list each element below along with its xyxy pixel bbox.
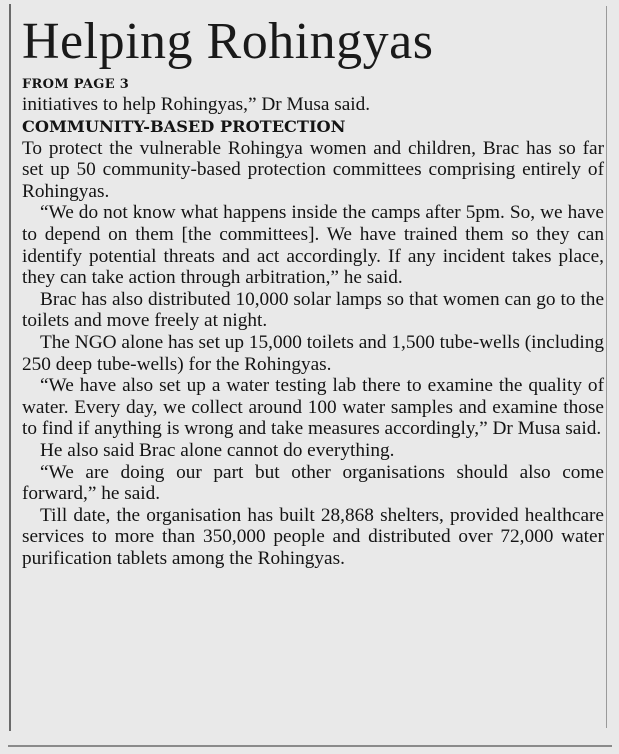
left-column-rule <box>9 4 11 731</box>
right-column-rule <box>606 6 607 728</box>
paragraph: To protect the vulnerable Rohingya women and children, Brac has so far set up 50 community-based protection committees comprising entirely of Rohingyas. <box>22 137 604 202</box>
paragraph: “We are doing our part but other organisations should also come forward,” he said. <box>22 461 604 505</box>
bottom-rule <box>8 745 612 747</box>
headline: Helping Rohingyas <box>22 13 434 70</box>
subhead: COMMUNITY-BASED PROTECTION <box>22 116 346 136</box>
jump-line: FROM PAGE 3 <box>22 77 130 92</box>
paragraph: Till date, the organisation has built 28,868 shelters, provided healthcare services to more than 350,000 people and distributed over 72,000 water purification tablets among the Rohingyas. <box>22 504 604 569</box>
paragraph: He also said Brac alone cannot do everything. <box>40 439 395 461</box>
article <box>22 12 604 569</box>
paragraph: Brac has also distributed 10,000 solar lamps so that women can go to the toilets and move freely at night. <box>22 288 604 332</box>
paragraph: “We do not know what happens inside the camps after 5pm. So, we have to depend on them [the committees]. We have trained them so they can identify potential threats and act accordingly. If any incident takes place, they can take action through arbitration,” he said. <box>22 202 604 289</box>
paragraph: “We have also set up a water testing lab there to examine the quality of water. Every day, we collect around 100 water samples and examine those to find if anything is wrong and take measures accordingly,” Dr Musa said. <box>22 375 604 440</box>
paragraph: The NGO alone has set up 15,000 toilets and 1,500 tube-wells (including 250 deep tube-wells) for the Rohingyas. <box>22 331 604 375</box>
paragraph: initiatives to help Rohingyas,” Dr Musa said. <box>22 94 371 115</box>
